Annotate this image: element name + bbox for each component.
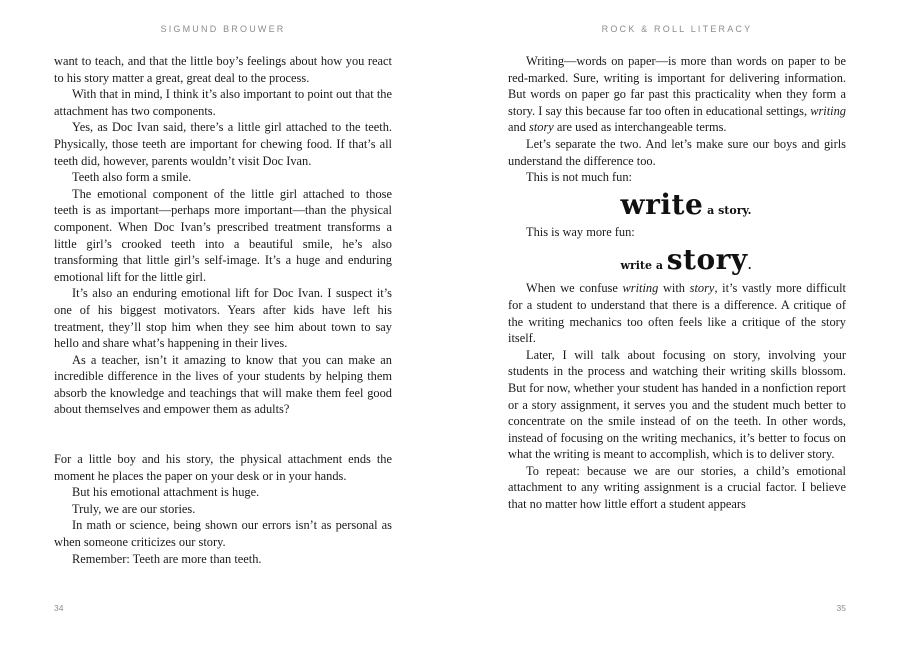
- text-run: with: [658, 281, 690, 296]
- emphasis: story: [529, 120, 554, 135]
- text-run: , it’s vastly more difficult for a student to understand that there is a difference. A critique of the writing mechanics too often feels like a critique of the story itself.: [508, 281, 846, 346]
- paragraph: [508, 53, 846, 136]
- paragraph: Yes, as Doc Ivan said, there’s a little girl attached to the teeth. Physically, those teeth are important for chewing food. If that’s all teeth did, however, parents wouldn’t visit Doc Ivan.: [54, 120, 392, 168]
- example-lead: This is not much fun:: [526, 170, 633, 185]
- paragraph: For a little boy and his story, the physical attachment ends the moment he places the paper on your desk or in your hands.: [54, 452, 392, 483]
- running-head-author: SIGMUND BROUWER: [160, 24, 286, 34]
- paragraph: To repeat: because we are our stories, a child’s emotional attachment to any writing assignment is a crucial factor. I believe that no matter how little effort a student appears: [508, 463, 846, 512]
- example-not-fun: [508, 186, 846, 224]
- text-run: Writing—words on paper—is more than words on paper to be red-marked. Sure, writing is important for delivering information. But words on paper go far past this practicality when they form a story. I say this because far too often in educational settings,: [508, 54, 846, 118]
- right-page-body: [508, 53, 846, 513]
- paragraph: Truly, we are our stories.: [72, 501, 196, 516]
- example-small-words: a story.: [703, 203, 752, 217]
- paragraph: Later, I will talk about focusing on story, involving your students in the process and watching their writing skills blossom. But for now, whether your student has handed in a nonfiction report or a story assignment, it serves you and the student much better to concentrate on the smile instead of on the teeth. In other words, instead of focusing on the writing mechanics, it’s better to focus on what the writing is meant to accomplish, which is to deliver story.: [508, 347, 846, 462]
- left-page-body: [54, 53, 392, 567]
- paragraph: Remember: Teeth are more than teeth.: [72, 551, 262, 566]
- page-number: 35: [836, 603, 846, 613]
- paragraph: [508, 280, 846, 346]
- example-big-word: story: [666, 243, 748, 277]
- example-period: .: [747, 259, 752, 273]
- left-page: [54, 0, 392, 648]
- text-run: and: [508, 120, 529, 135]
- example-more-fun: [508, 240, 846, 280]
- example-big-word: write: [620, 187, 704, 221]
- running-head-title: ROCK & ROLL LITERACY: [601, 24, 753, 34]
- paragraph: The emotional component of the little girl attached to those teeth is as important—perhaps more important—than the physical component. When Doc Ivan’s prescribed treatment transforms a little girl’s crooked teeth into a beautiful smile, he’s also transforming that little girl’s self-image. It’s a huge and enduring emotional lift for the little girl.: [54, 186, 392, 284]
- paragraph: With that in mind, I think it’s also important to point out that the attachment has two components.: [54, 87, 392, 118]
- right-page: [508, 0, 846, 648]
- text-run: When we confuse: [526, 281, 623, 296]
- paragraph: Let’s separate the two. And let’s make sure our boys and girls understand the difference too.: [508, 136, 846, 168]
- paragraph: But his emotional attachment is huge.: [72, 485, 260, 500]
- example-small-words: write a: [620, 259, 667, 273]
- paragraph: Teeth also form a smile.: [72, 170, 192, 185]
- emphasis: writing: [622, 281, 659, 296]
- text-run: are used as interchangeable terms.: [553, 120, 727, 135]
- paragraph: In math or science, being shown our errors isn’t as personal as when someone criticizes our story.: [54, 518, 392, 550]
- emphasis: story: [689, 281, 715, 296]
- example-lead: This is way more fun:: [526, 224, 635, 239]
- page-number: 34: [54, 603, 64, 613]
- paragraph: It’s also an enduring emotional lift for Doc Ivan. I suspect it’s one of his biggest motivators. Years after kids have left his treatment, they’ll stop him when they see him about town to say hello and share what’s happening in their lives.: [54, 286, 392, 351]
- paragraph: want to teach, and that the little boy’s feelings about how you react to his story matter a great, great deal to the process.: [54, 54, 392, 85]
- paragraph: As a teacher, isn’t it amazing to know that you can make an incredible difference in the lives of your students by helping them absorb the knowledge and teachings that will make them feel good about themselves and empower them as adults?: [54, 352, 392, 417]
- emphasis: writing: [810, 103, 846, 118]
